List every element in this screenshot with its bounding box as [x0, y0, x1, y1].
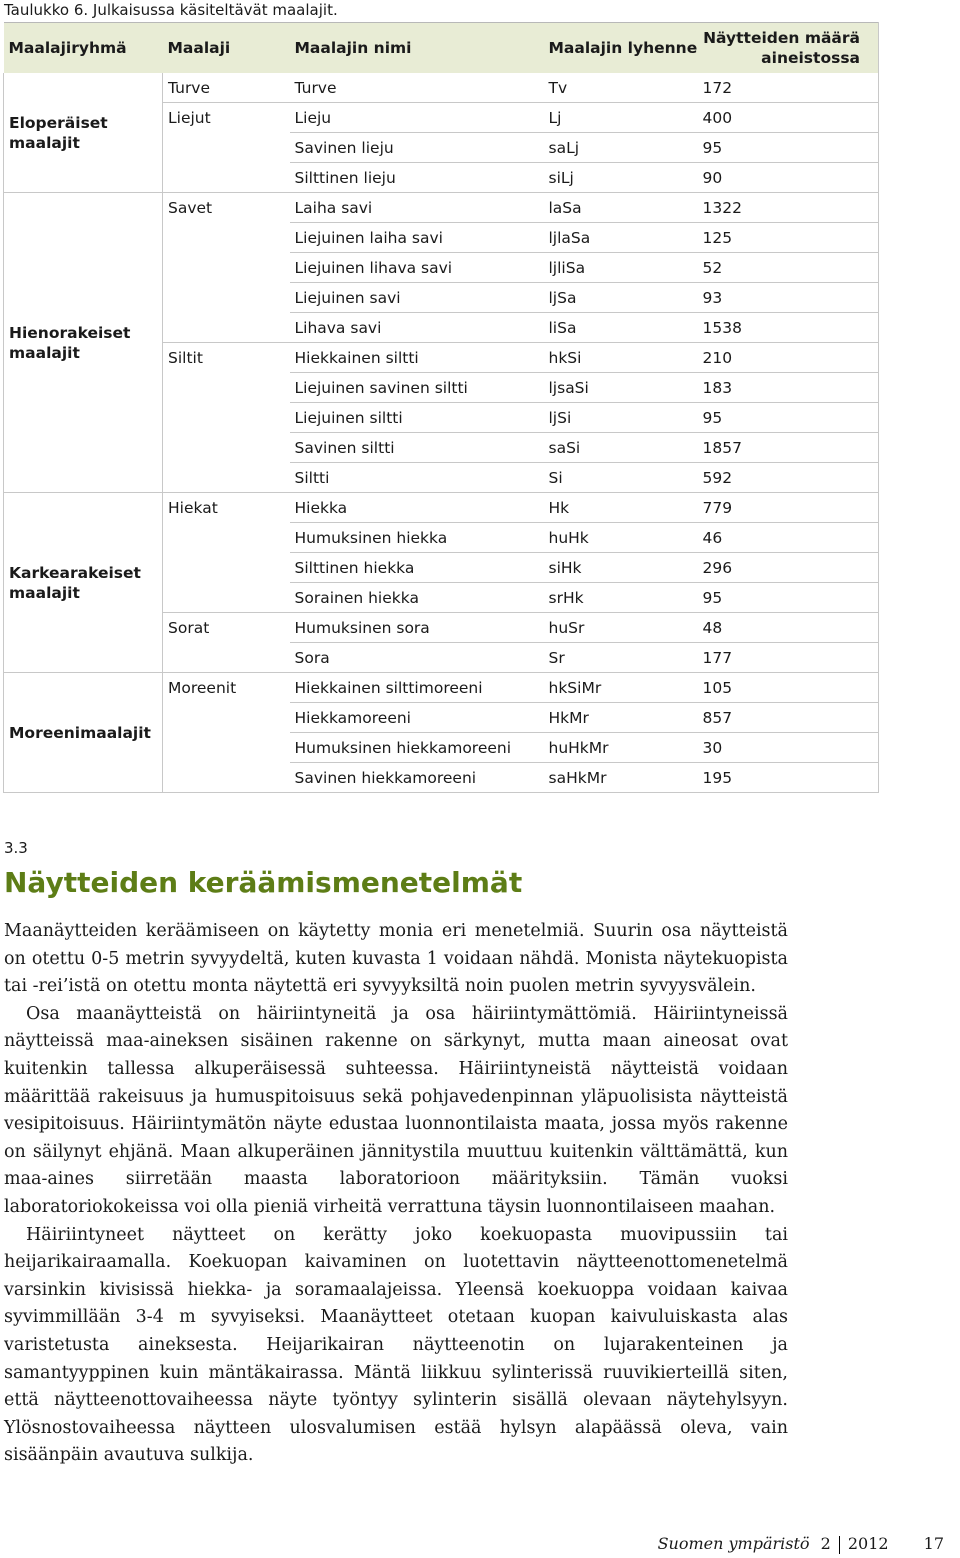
cell-nimi: Humuksinen sora — [290, 613, 544, 643]
group-cell: Hienorakeiset maalajit — [4, 193, 163, 493]
cell-maalaji — [163, 403, 290, 433]
cell-lyhenne: ljSi — [544, 403, 698, 433]
cell-nimi: Sorainen hiekka — [290, 583, 544, 613]
cell-lyhenne: ljSa — [544, 283, 698, 313]
cell-nimi: Humuksinen hiekkamoreeni — [290, 733, 544, 763]
cell-maara: 48 — [698, 613, 879, 643]
paragraph: Maanäytteiden keräämiseen on käytetty monia eri menetelmiä. Suurin osa näytteistä on otettu 0-5 metrin syvyydeltä, kuten kuvasta 1 voidaan nähdä. Monista näytekuopista tai -rei’istä on otettu monta näytettä eri syvyyksiltä noin puolen metrin syvyysvälein. — [4, 921, 788, 997]
group-cell: Karkearakeiset maalajit — [4, 493, 163, 673]
cell-maara: 30 — [698, 733, 879, 763]
cell-nimi: Hiekkainen silttimoreeni — [290, 673, 544, 703]
cell-maara: 1857 — [698, 433, 879, 463]
group-cell: Eloperäiset maalajit — [4, 73, 163, 193]
cell-maara: 296 — [698, 553, 879, 583]
cell-nimi: Humuksinen hiekka — [290, 523, 544, 553]
cell-maara: 90 — [698, 163, 879, 193]
cell-maara: 52 — [698, 253, 879, 283]
section-title: Näytteiden keräämismenetelmät — [4, 866, 523, 899]
header-maalajin-lyhenne: Maalajin lyhenne — [544, 23, 698, 74]
soil-types-table — [3, 22, 879, 793]
cell-maalaji — [163, 133, 290, 163]
cell-lyhenne: Hk — [544, 493, 698, 523]
cell-nimi: Savinen lieju — [290, 133, 544, 163]
cell-maara: 105 — [698, 673, 879, 703]
cell-lyhenne: siHk — [544, 553, 698, 583]
cell-lyhenne: Tv — [544, 73, 698, 103]
cell-maalaji — [163, 223, 290, 253]
cell-nimi: Laiha savi — [290, 193, 544, 223]
cell-maara: 400 — [698, 103, 879, 133]
cell-maara: 592 — [698, 463, 879, 493]
cell-maara: 177 — [698, 643, 879, 673]
cell-lyhenne: Lj — [544, 103, 698, 133]
cell-nimi: Sora — [290, 643, 544, 673]
cell-maara: 210 — [698, 343, 879, 373]
paragraph: Häiriintyneet näytteet on kerätty joko koekuopasta muovipussiin tai heijarikairaamalla. Koekuopan kaivaminen on luotettavin näytteenottomenetelmä varsinkin kivisissä hiekka- ja soramaalajeissa. Yleensä koekuoppa voidaan kaivaa syvimmillään 3-4 m syvyiseksi. Maanäytteet otetaan kuopan kaivuluiskasta alas varistetusta aineksesta. Heijarikairan näytteenotin on lujarakenteinen ja samantyyppinen kuin mäntäkairassa. Mäntä liikkuu sylinterissä ruuvikierteillä siten, että näytteenottovaiheessa näyte työntyy sylinterin sisällä olevaan näytehylsyyn. Ylösnostovaiheessa näytteen ulosvalumisen estää hylsyn alapäässä oleva, vain sisäänpäin avautuva sulkija. — [4, 1224, 788, 1466]
table-row — [4, 493, 879, 523]
cell-nimi: Lieju — [290, 103, 544, 133]
cell-maalaji: Hiekat — [168, 498, 218, 517]
cell-lyhenne: huHkMr — [544, 733, 698, 763]
cell-lyhenne: laSa — [544, 193, 698, 223]
cell-nimi: Liejuinen savi — [290, 283, 544, 313]
body-text — [4, 918, 788, 1470]
cell-nimi: Hiekkamoreeni — [290, 703, 544, 733]
cell-maara: 183 — [698, 373, 879, 403]
header-maalajin-nimi: Maalajin nimi — [290, 23, 544, 74]
cell-lyhenne: saHkMr — [544, 763, 698, 793]
table-row — [4, 673, 879, 703]
cell-lyhenne: srHk — [544, 583, 698, 613]
cell-maara: 1322 — [698, 193, 879, 223]
paragraph: Osa maanäytteistä on häiriintyneitä ja osa häiriintymättömiä. Häiriintyneissä näytteissä maa-aineksen sisäinen rakenne on särkynyt, mutta maan aineosat ovat kuitenkin tallessa alkuperäisessä suhteessa. Häiriintyneistä näytteistä voidaan määrittää rakeisuus ja humuspitoisuus sekä pohjavedenpinnan yläpuolisista näytteistä vesipitoisuus. Häiriintymätön näyte edustaa luonnontilaista maata, jossa myös rakenne on säilynyt ehjänä. Maan alkuperäinen jännitystila muuttuu kuitenkin välttämättä, kun maa-aines siirretään maasta laboratorioon määrityksiin. Tämän vuoksi laboratoriokokeissa voi olla pieniä virheitä verrattuna täysin luonnontilaiseen maahan. — [4, 1003, 788, 1217]
cell-maalaji — [163, 763, 290, 793]
publication-year: 2012 — [847, 1534, 889, 1553]
cell-nimi: Liejuinen savinen siltti — [290, 373, 544, 403]
cell-maalaji — [163, 703, 290, 733]
cell-maalaji: Sorat — [168, 618, 210, 637]
cell-nimi: Turve — [290, 73, 544, 103]
cell-maalaji — [163, 733, 290, 763]
cell-nimi: Hiekka — [290, 493, 544, 523]
table-caption: Taulukko 6. Julkaisussa käsiteltävät maalajit. — [4, 1, 338, 19]
cell-maara: 95 — [698, 133, 879, 163]
group-cell: Moreenimaalajit — [4, 673, 163, 793]
cell-nimi: Siltti — [290, 463, 544, 493]
cell-maalaji — [163, 283, 290, 313]
cell-maalaji — [163, 163, 290, 193]
cell-maara: 46 — [698, 523, 879, 553]
table-header-row — [4, 23, 879, 74]
cell-maalaji — [163, 313, 290, 343]
cell-maara: 779 — [698, 493, 879, 523]
cell-lyhenne: hkSi — [544, 343, 698, 373]
cell-lyhenne: ljliSa — [544, 253, 698, 283]
cell-maara: 95 — [698, 403, 879, 433]
cell-lyhenne: saSi — [544, 433, 698, 463]
cell-maara: 95 — [698, 583, 879, 613]
cell-lyhenne: liSa — [544, 313, 698, 343]
cell-nimi: Savinen siltti — [290, 433, 544, 463]
cell-lyhenne: siLj — [544, 163, 698, 193]
cell-nimi: Silttinen hiekka — [290, 553, 544, 583]
issue-number: 2 — [820, 1534, 831, 1553]
header-maalaji: Maalaji — [163, 23, 290, 74]
table-row — [4, 193, 879, 223]
cell-lyhenne: huHk — [544, 523, 698, 553]
cell-maara: 172 — [698, 73, 879, 103]
cell-maara: 1538 — [698, 313, 879, 343]
cell-maalaji: Liejut — [168, 108, 211, 127]
cell-maalaji — [163, 433, 290, 463]
section-number: 3.3 — [4, 839, 28, 857]
cell-maalaji: Moreenit — [168, 678, 237, 697]
cell-nimi: Savinen hiekkamoreeni — [290, 763, 544, 793]
page-number: 17 — [923, 1534, 944, 1553]
cell-nimi: Liejuinen siltti — [290, 403, 544, 433]
cell-lyhenne: ljlaSa — [544, 223, 698, 253]
page-footer — [658, 1534, 944, 1554]
cell-nimi: Liejuinen laiha savi — [290, 223, 544, 253]
header-naytteiden-maara: Näytteiden määrä aineistossa — [698, 23, 879, 74]
cell-lyhenne: ljsaSi — [544, 373, 698, 403]
cell-maalaji — [163, 463, 290, 493]
cell-maara: 93 — [698, 283, 879, 313]
cell-maara: 125 — [698, 223, 879, 253]
cell-maalaji — [163, 553, 290, 583]
cell-nimi: Hiekkainen siltti — [290, 343, 544, 373]
cell-lyhenne: Si — [544, 463, 698, 493]
header-maalajiryhma: Maalajiryhmä — [4, 23, 163, 74]
cell-maalaji: Siltit — [168, 348, 203, 367]
cell-lyhenne: huSr — [544, 613, 698, 643]
cell-nimi: Silttinen lieju — [290, 163, 544, 193]
cell-maalaji: Savet — [168, 198, 213, 217]
cell-nimi: Lihava savi — [290, 313, 544, 343]
cell-lyhenne: Sr — [544, 643, 698, 673]
footer-divider — [839, 1536, 840, 1554]
cell-lyhenne: hkSiMr — [544, 673, 698, 703]
cell-maara: 195 — [698, 763, 879, 793]
cell-maalaji — [163, 583, 290, 613]
cell-maalaji — [163, 643, 290, 673]
cell-maalaji — [163, 253, 290, 283]
cell-maalaji: Turve — [163, 73, 290, 103]
cell-lyhenne: HkMr — [544, 703, 698, 733]
cell-maara: 857 — [698, 703, 879, 733]
publication-name: Suomen ympäristö — [657, 1534, 810, 1553]
cell-maalaji — [163, 373, 290, 403]
cell-nimi: Liejuinen lihava savi — [290, 253, 544, 283]
table-row — [4, 73, 879, 103]
cell-lyhenne: saLj — [544, 133, 698, 163]
cell-maalaji — [163, 523, 290, 553]
